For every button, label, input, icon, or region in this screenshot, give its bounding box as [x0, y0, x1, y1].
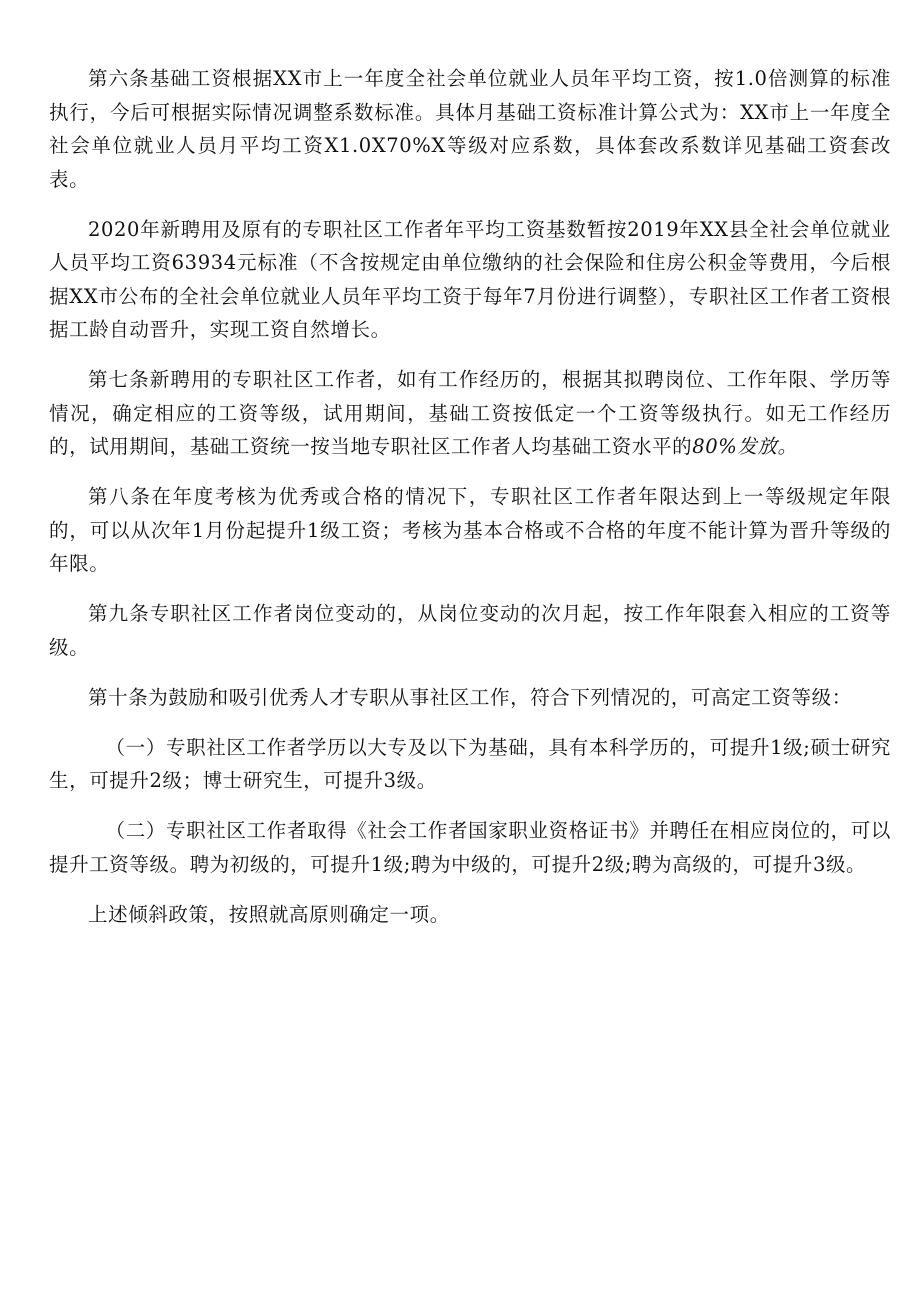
paragraph-closing: 上述倾斜政策，按照就高原则确定一项。 — [88, 902, 450, 926]
paragraph-article-7 — [49, 363, 891, 464]
paragraph-article-9: 第九条专职社区工作者岗位变动的，从岗位变动的次月起，按工作年限套入相应的工资等级。 — [49, 602, 891, 659]
paragraph-article-7-italic-tail: 80%发放。 — [692, 435, 798, 458]
paragraph-item-1: （一）专职社区工作者学历以大专及以下为基础，具有本科学历的，可提升1级;硕士研究生，可提升2级；博士研究生，可提升3级。 — [49, 735, 891, 792]
document-page — [49, 62, 891, 948]
paragraph-article-7-text: 第七条新聘用的专职社区工作者，如有工作经历的，根据其拟聘岗位、工作年限、学历等情况，确定相应的工资等级，试用期间，基础工资按低定一个工资等级执行。如无工作经历的，试用期间，基础工资统一按当地专职社区工作者人均基础工资水平的 — [49, 368, 891, 458]
paragraph-article-8: 第八条在年度考核为优秀或合格的情况下，专职社区工作者年限达到上一等级规定年限的，可以从次年1月份起提升1级工资；考核为基本合格或不合格的年度不能计算为晋升等级的年限。 — [49, 485, 891, 575]
paragraph-article-10: 第十条为鼓励和吸引优秀人才专职从事社区工作，符合下列情况的，可高定工资等级： — [88, 685, 852, 709]
paragraph-article-6: 第六条基础工资根据XX市上一年度全社会单位就业人员年平均工资，按1.0倍测算的标准执行，今后可根据实际情况调整系数标准。具体月基础工资标准计算公式为：XX市上一年度全社会单位就业人员月平均工资X1.0X70%X等级对应系数，具体套改系数详见基础工资套改表。 — [49, 67, 891, 191]
paragraph-salary-base-2020: 2020年新聘用及原有的专职社区工作者年平均工资基数暂按2019年XX县全社会单位就业人员平均工资63934元标准（不含按规定由单位缴纳的社会保险和住房公积金等费用，今后根据XX市公布的全社会单位就业人员年平均工资于每年7月份进行调整），专职社区工作者工资根据工龄自动晋升，实现工资自然增长。 — [49, 217, 891, 341]
paragraph-item-2: （二）专职社区工作者取得《社会工作者国家职业资格证书》并聘任在相应岗位的，可以提升工资等级。聘为初级的，可提升1级;聘为中级的，可提升2级;聘为高级的，可提升3级。 — [49, 819, 891, 876]
